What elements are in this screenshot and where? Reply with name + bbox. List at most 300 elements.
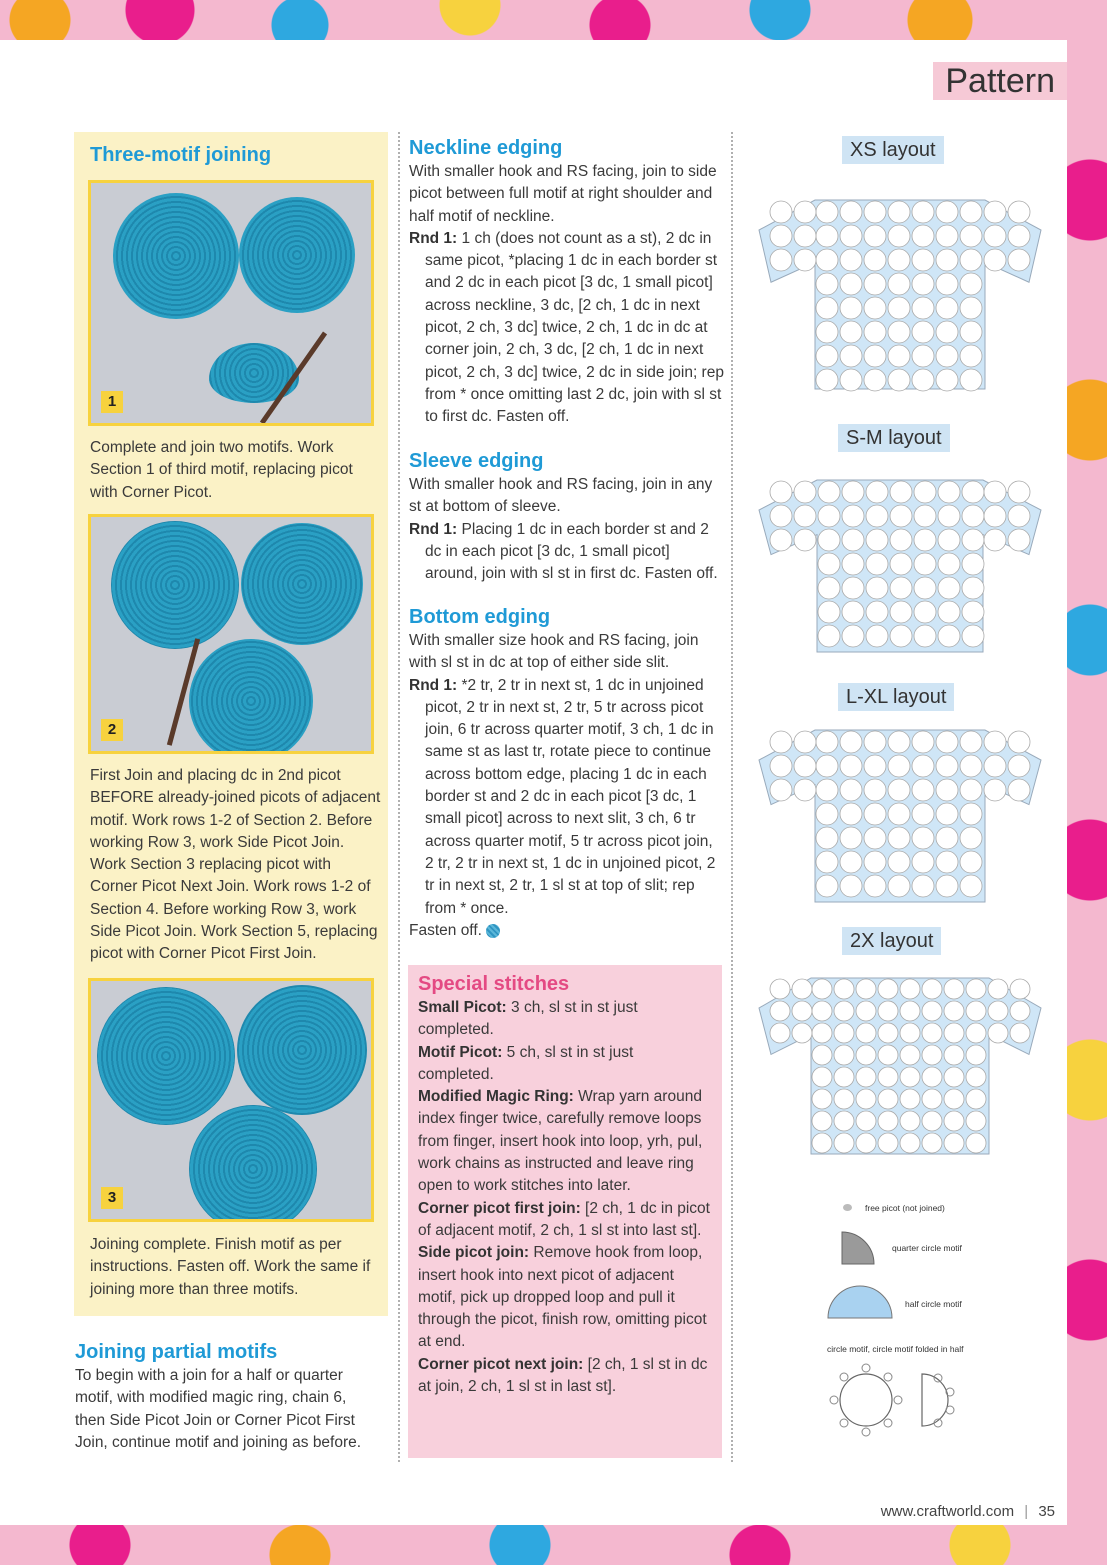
motif-circle: [912, 297, 934, 319]
half-circle-swatch: [822, 1282, 900, 1324]
motif-circle: [936, 755, 958, 777]
motif-circle: [936, 803, 958, 825]
motif-circle: [938, 481, 960, 503]
motif-circle: [866, 577, 888, 599]
motif-circle: [936, 321, 958, 343]
footer: www.craftworld.com | 35: [880, 1503, 1055, 1520]
motif-circle: [866, 625, 888, 647]
special-item: [418, 997, 710, 1042]
motif-circle: [864, 369, 886, 391]
motif-circle: [962, 505, 984, 527]
motif-circle: [960, 851, 982, 873]
motif-circle: [834, 1089, 854, 1109]
motif-circle: [840, 369, 862, 391]
step-2-number: 2: [101, 719, 123, 741]
motif-circle: [878, 979, 898, 999]
motif-circle: [960, 321, 982, 343]
sleeve-intro: With smaller hook and RS facing, join in any st at bottom of sleeve.: [409, 476, 713, 516]
motif-circle: [812, 1111, 832, 1131]
layout-label-2x: 2X layout: [842, 927, 941, 955]
motif-circle: [922, 1023, 942, 1043]
motif-circle: [816, 875, 838, 897]
motif-circle: [878, 1023, 898, 1043]
2x-layout-diagram: [755, 968, 1045, 1163]
motif-circle: [816, 369, 838, 391]
motif-circle: [842, 601, 864, 623]
motif-circle: [960, 803, 982, 825]
motif-circle: [888, 779, 910, 801]
legend-half: half circle motif: [905, 1299, 962, 1309]
motif-circle: [912, 273, 934, 295]
motif-circle: [864, 803, 886, 825]
motif-circle: [888, 875, 910, 897]
motif-circle: [890, 577, 912, 599]
motif-circle: [900, 1111, 920, 1131]
motif-circle: [794, 225, 816, 247]
motif-circle: [888, 321, 910, 343]
motif-circle: [816, 731, 838, 753]
motif-circle: [818, 505, 840, 527]
motif-circle: [984, 225, 1006, 247]
motif-circle: [864, 297, 886, 319]
motif-circle: [864, 345, 886, 367]
motif-circle: [966, 1001, 986, 1021]
motif-circle: [834, 1067, 854, 1087]
motif-circle: [936, 345, 958, 367]
motif-circle: [770, 1001, 790, 1021]
motif-circle: [812, 979, 832, 999]
motif-circle: [900, 1001, 920, 1021]
motif-circle: [944, 1133, 964, 1153]
motif-circle: [834, 1045, 854, 1065]
motif-circle: [840, 731, 862, 753]
motif-circle: [890, 505, 912, 527]
motif-circle: [818, 577, 840, 599]
motif-circle: [960, 827, 982, 849]
motif-circle: [840, 201, 862, 223]
motif-circle: [834, 979, 854, 999]
motif-circle: [1008, 755, 1030, 777]
motif-circle: [840, 345, 862, 367]
special-item-text: Wrap yarn around index finger twice, carefully remove loops from finger, insert hook into loop, yrh, pul, work chains as instructed and leave ring open to work stitches into later.: [418, 1088, 703, 1195]
motif-circle: [960, 779, 982, 801]
layout-label-lxl: L-XL layout: [838, 683, 954, 711]
motif-circle: [794, 249, 816, 271]
motif-circle: [812, 1023, 832, 1043]
motif-circle: [984, 481, 1006, 503]
special-item: [418, 1086, 710, 1197]
motif-circle: [770, 979, 790, 999]
motif-circle: [834, 1133, 854, 1153]
motif-circle: [914, 481, 936, 503]
motif-circle: [966, 1023, 986, 1043]
motif-circle: [840, 851, 862, 873]
motif-circle: [988, 1023, 1008, 1043]
layout-label-xs: XS layout: [842, 136, 944, 164]
step-3-caption: Joining complete. Finish motif as per instructions. Fasten off. Work the same if joining more than three motifs.: [90, 1236, 371, 1298]
motif-circle: [888, 851, 910, 873]
motif-circle: [1008, 201, 1030, 223]
motif-circle: [770, 505, 792, 527]
motif-circle: [794, 505, 816, 527]
motif-circle: [922, 1067, 942, 1087]
motif-circle: [834, 1023, 854, 1043]
motif-circle: [770, 225, 792, 247]
motif-circle: [878, 1089, 898, 1109]
motif-circle: [966, 1045, 986, 1065]
motif-circle: [816, 225, 838, 247]
bottom-rnd-label: Rnd 1:: [409, 676, 458, 694]
motif-circle: [840, 803, 862, 825]
motif-circle: [936, 875, 958, 897]
motif-circle: [842, 529, 864, 551]
motif-circle: [816, 755, 838, 777]
motif-circle: [960, 369, 982, 391]
bottom-title: Bottom edging: [409, 606, 551, 628]
motif-circle: [888, 345, 910, 367]
motif-circle: [890, 553, 912, 575]
motif-circle: [888, 755, 910, 777]
motif-circle: [812, 1067, 832, 1087]
motif-circle: [770, 201, 792, 223]
motif-circle: [938, 577, 960, 599]
sleeve-block: [409, 474, 724, 585]
motif-circle: [770, 755, 792, 777]
motif-circle: [962, 481, 984, 503]
motif-circle: [792, 979, 812, 999]
special-item: [418, 1354, 710, 1399]
motif-circle: [818, 553, 840, 575]
motif-circle: [960, 297, 982, 319]
neckline-block: [409, 161, 724, 429]
motif-circle: [792, 1001, 812, 1021]
motif-circle: [936, 297, 958, 319]
motif-circle: [960, 875, 982, 897]
motif-circle: [856, 1089, 876, 1109]
motif-circle: [936, 851, 958, 873]
motif-circle: [1008, 529, 1030, 551]
motif-circle: [984, 505, 1006, 527]
motif-circle: [938, 601, 960, 623]
step-3-photo: [88, 978, 374, 1222]
motif-circle: [944, 1089, 964, 1109]
motif-circle: [1008, 731, 1030, 753]
motif-circle: [1008, 505, 1030, 527]
motif-circle: [962, 577, 984, 599]
motif-circle: [944, 979, 964, 999]
step-1-number: 1: [101, 391, 123, 413]
footer-url[interactable]: www.craftworld.com: [880, 1503, 1015, 1520]
motif-circle: [816, 273, 838, 295]
step-1-caption: Complete and join two motifs. Work Section 1 of third motif, replacing picot with Corner Picot.: [90, 439, 353, 501]
motif-circle: [988, 1001, 1008, 1021]
motif-circle: [864, 755, 886, 777]
motif-circle: [816, 297, 838, 319]
step-1-photo: [88, 180, 374, 426]
circle-motif-swatch: [826, 1360, 966, 1440]
motif-circle: [922, 1133, 942, 1153]
legend-circle: circle motif, circle motif folded in half: [827, 1344, 964, 1354]
special-item-text: 3 ch, sl st in st just completed.: [418, 999, 638, 1039]
motif-circle: [1010, 979, 1030, 999]
motif-circle: [984, 201, 1006, 223]
motif-circle: [914, 577, 936, 599]
bottom-end: Fasten off.: [409, 921, 482, 939]
motif-circle: [866, 505, 888, 527]
motif-circle: [938, 625, 960, 647]
motif-circle: [984, 779, 1006, 801]
motif-circle: [1008, 481, 1030, 503]
motif-circle: [890, 601, 912, 623]
motif-circle: [960, 249, 982, 271]
motif-circle: [912, 731, 934, 753]
special-item-text: Remove hook from loop, insert hook into next picot of adjacent motif, pick up dropped loop and pull it through the picot, finish row, omitting picot at end.: [418, 1244, 707, 1351]
motif-circle: [962, 553, 984, 575]
motif-circle: [966, 1111, 986, 1131]
motif-circle: [936, 827, 958, 849]
motif-circle: [988, 979, 1008, 999]
special-list: [418, 997, 710, 1398]
motif-circle: [960, 345, 982, 367]
motif-circle: [792, 1023, 812, 1043]
motif-circle: [842, 625, 864, 647]
motif-circle: [912, 851, 934, 873]
motif-circle: [966, 1133, 986, 1153]
special-item-label: Side picot join:: [418, 1244, 530, 1262]
motif-circle: [912, 321, 934, 343]
motif-circle: [770, 731, 792, 753]
motif-circle: [816, 827, 838, 849]
legend-free-picot: free picot (not joined): [865, 1203, 945, 1213]
special-item-label: Motif Picot:: [418, 1043, 503, 1061]
motif-circle: [864, 731, 886, 753]
motif-circle: [864, 249, 886, 271]
motif-circle: [944, 1111, 964, 1131]
motif-circle: [840, 827, 862, 849]
motif-circle: [922, 1089, 942, 1109]
step-2-photo: [88, 514, 374, 754]
motif-circle: [984, 755, 1006, 777]
motif-circle: [856, 1023, 876, 1043]
partial-text: To begin with a join for a half or quarter motif, with modified magic ring, chain 6, then Side Picot Join or Corner Picot First Join, continue motif and joining as before.: [75, 1367, 362, 1451]
motif-circle: [1008, 225, 1030, 247]
motif-circle: [878, 1067, 898, 1087]
motif-circle: [900, 1133, 920, 1153]
motif-circle: [960, 201, 982, 223]
motif-circle: [856, 1133, 876, 1153]
motif-circle: [816, 321, 838, 343]
bottom-rnd-text: *2 tr, 2 tr in next st, 1 dc in unjoined picot, 2 tr in next st, 2 tr, 5 tr across picot join, 6 tr across quarter motif, 3 ch, 1 dc in same st as last tr, rotate piece to continue across bottom edge, placing 1 dc in each border st and 2 dc in each picot [3 dc, 1 small picot] across to next slit, 3 ch, 6 tr across quarter motif, 5 tr across picot join, 2 tr, 2 tr in next st, 1 dc in unjoined picot, 2 tr in next st, 2 tr, 1 sl st at top of slit; rep from * once.: [425, 676, 716, 917]
motif-circle: [818, 625, 840, 647]
motif-circle: [944, 1067, 964, 1087]
motif-circle: [888, 827, 910, 849]
motif-circle: [962, 601, 984, 623]
motif-circle: [840, 225, 862, 247]
bottom-block: [409, 630, 724, 942]
motif-circle: [944, 1023, 964, 1043]
motif-circle: [856, 1045, 876, 1065]
special-item: [418, 1042, 710, 1087]
motif-circle: [888, 201, 910, 223]
motif-circle: [770, 529, 792, 551]
motif-circle: [1008, 779, 1030, 801]
motif-circle: [840, 321, 862, 343]
motif-circle: [816, 249, 838, 271]
motif-circle: [912, 201, 934, 223]
motif-circle: [984, 249, 1006, 271]
motif-circle: [816, 851, 838, 873]
motif-circle: [888, 369, 910, 391]
motif-circle: [864, 851, 886, 873]
motif-circle: [856, 1067, 876, 1087]
motif-circle: [864, 201, 886, 223]
motif-circle: [962, 625, 984, 647]
motif-circle: [936, 201, 958, 223]
motif-circle: [888, 731, 910, 753]
motif-circle: [966, 1067, 986, 1087]
motif-circle: [938, 505, 960, 527]
neckline-title: Neckline edging: [409, 137, 563, 159]
special-title: Special stitches: [418, 973, 570, 995]
motif-circle: [900, 1045, 920, 1065]
special-item-label: Modified Magic Ring:: [418, 1088, 574, 1106]
motif-circle: [842, 553, 864, 575]
motif-circle: [842, 505, 864, 527]
motif-circle: [984, 731, 1006, 753]
motif-circle: [818, 601, 840, 623]
motif-circle: [936, 731, 958, 753]
motif-circle: [960, 755, 982, 777]
legend-quarter: quarter circle motif: [892, 1243, 962, 1253]
motif-circle: [770, 481, 792, 503]
bottom-intro: With smaller size hook and RS facing, join with sl st in dc at top of either side slit.: [409, 632, 699, 672]
motif-circle: [816, 803, 838, 825]
neckline-intro: With smaller hook and RS facing, join to side picot between full motif at right shoulder and half motif of neckline.: [409, 163, 717, 225]
motif-circle: [890, 529, 912, 551]
motif-circle: [936, 225, 958, 247]
motif-circle: [888, 249, 910, 271]
special-item: [418, 1198, 710, 1243]
motif-circle: [938, 529, 960, 551]
yarn-ball-icon: [486, 924, 500, 938]
motif-circle: [818, 529, 840, 551]
motif-circle: [888, 297, 910, 319]
sleeve-title: Sleeve edging: [409, 450, 544, 472]
motif-circle: [840, 875, 862, 897]
motif-circle: [912, 225, 934, 247]
motif-circle: [816, 779, 838, 801]
motif-circle: [856, 979, 876, 999]
motif-circle: [866, 529, 888, 551]
motif-circle: [842, 577, 864, 599]
neckline-rnd-text: 1 ch (does not count as a st), 2 dc in same picot, *placing 1 dc in each border st and 2 dc in each picot [3 dc, 1 small picot] across neckline, 3 dc, [2 ch, 1 dc in next picot, 2 ch, 3 dc] twice, 2 ch, 1 dc in dc at corner join, 2 ch, 3 dc, [2 ch, 1 dc in next picot, 2 ch, 3 dc] twice, 2 dc in side join; rep from * once omitting last 2 dc, join with sl st to first dc. Fasten off.: [425, 229, 724, 426]
motif-circle: [864, 273, 886, 295]
motif-circle: [914, 601, 936, 623]
motif-circle: [866, 553, 888, 575]
motif-circle: [888, 273, 910, 295]
lxl-layout-diagram: [755, 720, 1045, 910]
motif-circle: [912, 249, 934, 271]
motif-circle: [856, 1111, 876, 1131]
three-motif-title: Three-motif joining: [90, 144, 272, 166]
special-item-text: [2 ch, 1 dc in picot of adjacent motif, 2 ch, 1 sl st into last st].: [418, 1199, 710, 1239]
motif-circle: [960, 225, 982, 247]
special-item-label: Small Picot:: [418, 999, 507, 1016]
motif-circle: [840, 273, 862, 295]
motif-circle: [878, 1133, 898, 1153]
motif-circle: [944, 1001, 964, 1021]
motif-circle: [936, 779, 958, 801]
partial-title: Joining partial motifs: [75, 1341, 278, 1363]
motif-circle: [812, 1133, 832, 1153]
motif-circle: [888, 225, 910, 247]
sm-layout-diagram: [755, 470, 1045, 660]
motif-circle: [878, 1111, 898, 1131]
layout-label-sm: S-M layout: [838, 424, 950, 452]
motif-circle: [794, 779, 816, 801]
motif-circle: [840, 779, 862, 801]
special-item-text: 5 ch, sl st in st just completed.: [418, 1043, 634, 1083]
motif-circle: [770, 249, 792, 271]
motif-circle: [922, 1111, 942, 1131]
motif-circle: [912, 369, 934, 391]
motif-circle: [912, 345, 934, 367]
motif-circle: [922, 1045, 942, 1065]
special-item-label: Corner picot first join:: [418, 1199, 581, 1217]
xs-layout-diagram: [755, 190, 1045, 400]
motif-circle: [912, 803, 934, 825]
motif-circle: [834, 1001, 854, 1021]
motif-circle: [936, 249, 958, 271]
motif-circle: [816, 345, 838, 367]
motif-circle: [914, 505, 936, 527]
motif-circle: [944, 1045, 964, 1065]
motif-circle: [888, 803, 910, 825]
motif-circle: [900, 1067, 920, 1087]
step-2-caption: First Join and placing dc in 2nd picot BEFORE already-joined picots of adjacent motif. Work rows 1-2 of Section 2. Before working Row 3, work Side Picot Join. Work Section 3 replacing picot with Corner Picot Next Join. Work rows 1-2 of Section 4. Before working Row 3, work Side Picot Join. Work Section 5, replacing picot with Corner Picot First Join.: [90, 767, 381, 963]
motif-circle: [914, 625, 936, 647]
motif-circle: [962, 529, 984, 551]
neckline-rnd-label: Rnd 1:: [409, 229, 458, 247]
sleeve-rnd-text: Placing 1 dc in each border st and 2 dc in each picot [3 dc, 1 small picot] around, join with sl st in first dc. Fasten off.: [425, 520, 718, 583]
motif-circle: [834, 1111, 854, 1131]
page-number: 35: [1038, 1503, 1055, 1520]
motif-circle: [900, 1089, 920, 1109]
step-3-number: 3: [101, 1187, 123, 1209]
motif-circle: [900, 979, 920, 999]
motif-circle: [890, 625, 912, 647]
motif-circle: [960, 731, 982, 753]
motif-circle: [794, 201, 816, 223]
motif-circle: [864, 225, 886, 247]
special-item-text: [2 ch, 1 sl st in dc at join, 2 ch, 1 sl st in last st].: [418, 1355, 708, 1396]
motif-circle: [878, 1001, 898, 1021]
motif-circle: [1008, 249, 1030, 271]
motif-circle: [914, 553, 936, 575]
motif-circle: [1010, 1001, 1030, 1021]
free-picot-swatch: [843, 1204, 852, 1211]
motif-circle: [866, 481, 888, 503]
motif-circle: [794, 529, 816, 551]
quarter-circle-swatch: [838, 1228, 878, 1268]
motif-circle: [812, 1089, 832, 1109]
column-divider-right: [731, 132, 733, 1462]
motif-circle: [900, 1023, 920, 1043]
motif-circle: [864, 875, 886, 897]
motif-circle: [794, 731, 816, 753]
special-item: [418, 1242, 710, 1353]
motif-circle: [864, 779, 886, 801]
